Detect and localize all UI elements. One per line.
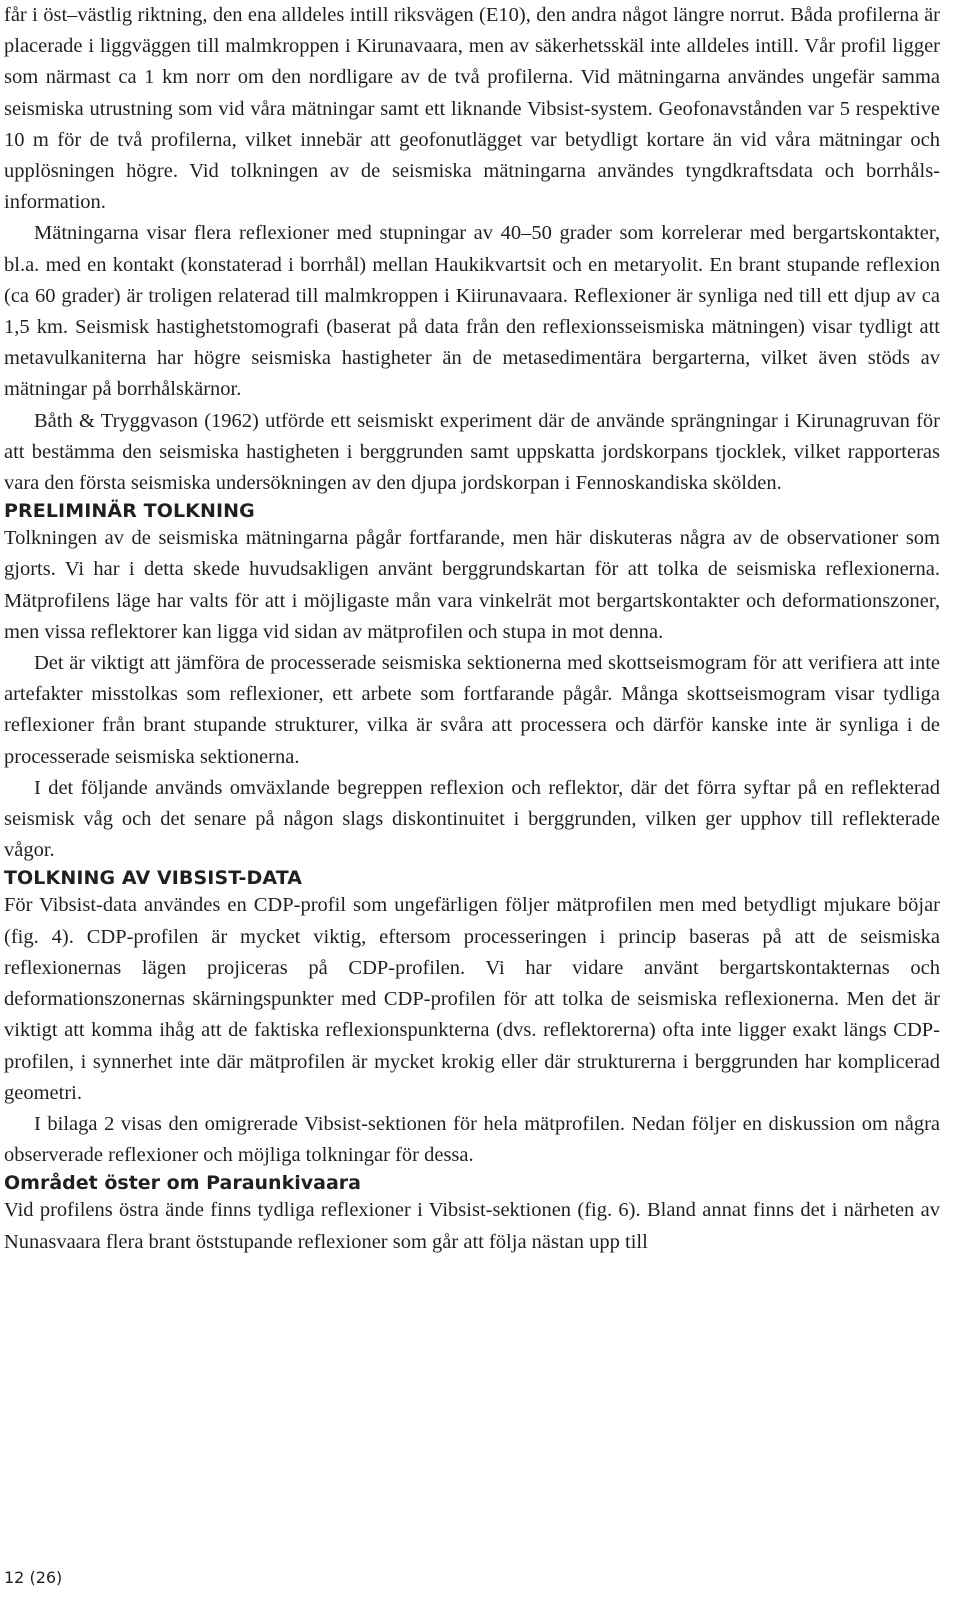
paragraph-prelim-3: I det följande används omväxlande begreppen reflexion och reflektor, där det förra syftar på en reflekterad seismisk våg och det senare på någon slags diskontinuitet i berggrunden, vilken ger upphov till reflekterade vågor. [4, 776, 940, 862]
heading-preliminar-tolkning: PRELIMINÄR TOLKNING [4, 500, 255, 523]
page-number: 12 (26) [4, 1568, 63, 1587]
paragraph-intro-3: Båth & Tryggvason (1962) utförde ett seismiskt experiment där de använde sprängningar i Kirunagruvan för att bestämma den seismiska hastigheten i berggrunden samt uppskatta jordskorpans tjocklek, vilket rapporteras vara den första seismiska undersökningen av den djupa jordskorpan i Fennoskandiska skölden. [4, 409, 940, 495]
paragraph-intro-2: Mätningarna visar flera reflexioner med stupningar av 40–50 grader som korrelerar med bergartskontakter, bl.a. med en kontakt (konstaterad i borrhål) mellan Haukikvartsit och en metaryolit. En brant stupande reflexion (ca 60 grader) är troligen relaterad till malmkroppen i Kiirunavaara. Reflexioner är synliga ned till ett djup av ca 1,5 km. Seismisk hastighetstomografi (baserat på data från den reflexionsseismiska mätningen) visar tydligt att metavulkaniterna har högre seismiska hastigheter än de metasedimentära bergarterna, vilket även stöds av mätningar på borrhålskärnor. [4, 222, 940, 401]
document-page [4, 0, 940, 1258]
heading-tolkning-av-vibsist-data: TOLKNING AV VIBSIST-DATA [4, 867, 303, 890]
paragraph-vibsist-1: För Vibsist-data användes en CDP-profil som ungefärligen följer mätprofilen men med betydligt mjukare böjar (fig. 4). CDP-profilen är mycket viktig, eftersom processeringen i princip baseras på att de seismiska reflexionernas lägen projiceras på CDP-profilen. Vi har vidare använt bergartskontakternas och deformationszonernas skärningspunkter med CDP-profilen för att tolka de seismiska reflexionerna. Men det är viktigt att komma ihåg att de faktiska reflexionspunkterna (dvs. reflektorerna) ofta inte ligger exakt längs CDP-profilen, i synnerhet inte där mätprofilen är mycket krokig eller där strukturerna i berggrunden har komplicerad geometri. [4, 894, 940, 1104]
paragraph-prelim-1: Tolkningen av de seismiska mätningarna pågår fortfarande, men här diskuteras några av de observationer som gjorts. Vi har i detta skede huvudsakligen använt berggrundskartan för att tolka de seismiska reflexionerna. Mätprofilens läge har valts för att i möjligaste mån vara vinkelrät mot bergartskontakter och deformationszoner, men vissa reflektorer kan ligga vid sidan av mätprofilen och stupa in mot denna. [4, 527, 940, 643]
heading-omradet-oster-om-paraunkivaara: Området öster om Paraunkivaara [4, 1172, 361, 1195]
paragraph-prelim-2: Det är viktigt att jämföra de processerade seismiska sektionerna med skottseismogram för att verifiera att inte artefakter misstolkas som reflexioner, ett arbete som fortfarande pågår. Många skottseismogram visar tydliga reflexioner från brant stupande strukturer, vilka är svåra att processera och därför kanske inte är synliga i de processerade seismiska sektionerna. [4, 652, 940, 768]
paragraph-vibsist-2: I bilaga 2 visas den omigrerade Vibsist-sektionen för hela mätprofilen. Nedan följer en diskussion om några observerade reflexioner och möjliga tolkningar för dessa. [4, 1112, 940, 1167]
paragraph-intro-1: får i öst–västlig riktning, den ena alldeles intill riksvägen (E10), den andra något längre norrut. Båda profilerna är placerade i liggväggen till malmkroppen i Kirunavaara, men av säkerhetsskäl inte alldeles intill. Vår profil ligger som närmast ca 1 km norr om den nordligare av de två profilerna. Vid mätningarna användes ungefär samma seismiska utrustning som vid våra mätningar samt ett liknande Vibsist-system. Geofonavstånden var 5 respektive 10 m för de två profilerna, vilket innebär att geofonutlägget var betydligt kortare än vid våra mätningar och upplösningen högre. Vid tolkningen av de seismiska mätningarna användes tyngdkraftsdata och borrhålsinformation. [4, 4, 940, 214]
paragraph-omradet-1: Vid profilens östra ände finns tydliga reflexioner i Vibsist-sektionen (fig. 6). Bland annat finns det i närheten av Nunasvaara flera brant öststupande reflexioner som går att följa nästan upp till [4, 1199, 940, 1253]
